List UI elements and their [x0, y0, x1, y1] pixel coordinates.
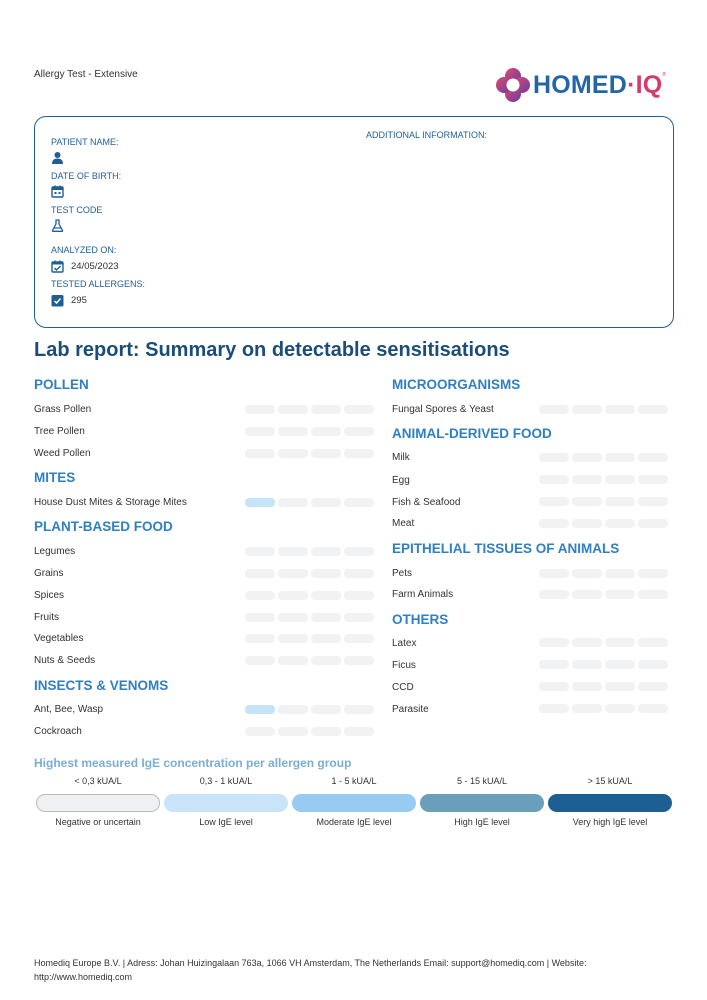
bar-segment — [572, 497, 602, 506]
bar-segment — [638, 405, 668, 414]
legend-swatch-very-high — [548, 794, 672, 812]
bar-segment — [572, 519, 602, 528]
bar-segment — [245, 634, 275, 643]
legend-swatch-low — [164, 794, 288, 812]
bar-segment — [311, 705, 341, 714]
person-icon — [51, 151, 64, 164]
allergen-label: Parasite — [392, 704, 429, 715]
bar-segment — [344, 727, 374, 736]
tested-allergens-value: 295 — [71, 295, 87, 306]
legend-swatch-high — [420, 794, 544, 812]
bar-segment — [572, 660, 602, 669]
sensitisation-bar — [245, 405, 374, 414]
legend-level-name: Very high IgE level — [572, 817, 648, 827]
bar-segment — [605, 475, 635, 484]
bar-segment — [638, 590, 668, 599]
allergen-label: Cockroach — [34, 726, 82, 737]
bar-segment — [278, 634, 308, 643]
footer-website-link[interactable]: http://www.homediq.com — [34, 972, 133, 982]
sensitisation-bar — [539, 519, 668, 528]
bar-segment — [344, 569, 374, 578]
allergen-label: Spices — [34, 590, 65, 601]
analyzed-on-value: 24/05/2023 — [71, 261, 119, 272]
sensitisation-bar — [539, 638, 668, 647]
bar-segment — [278, 613, 308, 622]
bar-segment — [605, 519, 635, 528]
bar-segment — [344, 547, 374, 556]
bar-segment — [278, 449, 308, 458]
legend-range: > 15 kUA/L — [587, 776, 633, 786]
bar-segment — [638, 682, 668, 691]
allergen-label: Grass Pollen — [34, 404, 92, 415]
group-title-insects-venoms: INSECTS & VENOMS — [34, 678, 169, 693]
bar-segment — [638, 497, 668, 506]
bar-segment — [245, 613, 275, 622]
allergen-label: Grains — [34, 568, 64, 579]
logo-trademark: ® — [662, 72, 667, 78]
bar-segment — [539, 519, 569, 528]
bar-segment — [278, 498, 308, 507]
bar-segment — [605, 660, 635, 669]
bar-segment — [344, 634, 374, 643]
flask-icon — [51, 219, 64, 232]
bar-segment — [245, 547, 275, 556]
group-title-epithelial-tissues: EPITHELIAL TISSUES OF ANIMALS — [392, 541, 620, 556]
legend-range: 0,3 - 1 kUA/L — [199, 776, 253, 786]
sensitisation-bar — [539, 475, 668, 484]
bar-segment — [605, 497, 635, 506]
allergen-label: Ficus — [392, 660, 416, 671]
allergen-label: Ant, Bee, Wasp — [34, 704, 104, 715]
bar-segment — [638, 453, 668, 462]
bar-segment — [605, 704, 635, 713]
bar-segment — [539, 475, 569, 484]
bar-segment — [311, 591, 341, 600]
allergen-label: Latex — [392, 638, 417, 649]
tested-allergens-label: TESTED ALLERGENS: — [51, 279, 146, 289]
sensitisation-bar — [539, 660, 668, 669]
legend-level-name: Moderate IgE level — [316, 817, 392, 827]
legend-swatch-negative — [36, 794, 160, 812]
bar-segment — [539, 453, 569, 462]
legend-level-name: Negative or uncertain — [55, 817, 141, 827]
sensitisation-bar — [245, 705, 374, 714]
allergen-label: Meat — [392, 518, 415, 529]
bar-segment — [245, 727, 275, 736]
bar-segment — [278, 569, 308, 578]
bar-segment — [539, 682, 569, 691]
bar-segment — [344, 405, 374, 414]
bar-segment — [311, 449, 341, 458]
bar-segment — [638, 569, 668, 578]
checkbox-check-icon — [51, 294, 64, 307]
bar-segment — [344, 656, 374, 665]
sensitisation-bar — [245, 427, 374, 436]
bar-segment — [278, 705, 308, 714]
calendar-icon — [51, 185, 64, 198]
legend-range: 1 - 5 kUA/L — [331, 776, 377, 786]
group-title-animal-derived-food: ANIMAL-DERIVED FOOD — [392, 426, 552, 441]
group-title-pollen: POLLEN — [34, 377, 89, 392]
bar-segment — [245, 405, 275, 414]
legend-range: 5 - 15 kUA/L — [456, 776, 508, 786]
test-code-label: TEST CODE — [51, 205, 103, 215]
bar-segment — [605, 638, 635, 647]
sensitisation-bar — [245, 727, 374, 736]
bar-segment — [311, 569, 341, 578]
bar-segment — [539, 405, 569, 414]
bar-segment — [605, 405, 635, 414]
patient-name-label: PATIENT NAME: — [51, 137, 119, 147]
bar-segment — [572, 475, 602, 484]
bar-segment — [539, 569, 569, 578]
patient-info-box — [34, 116, 674, 328]
sensitisation-bar — [245, 613, 374, 622]
allergen-label: House Dust Mites & Storage Mites — [34, 497, 187, 508]
bar-segment — [605, 682, 635, 691]
group-title-mites: MITES — [34, 470, 76, 485]
bar-segment — [344, 613, 374, 622]
bar-segment — [539, 590, 569, 599]
bar-segment — [311, 427, 341, 436]
sensitisation-bar — [245, 569, 374, 578]
logo-text: HOMED·IQ — [533, 70, 663, 99]
document-title: Allergy Test - Extensive — [34, 69, 138, 80]
homediq-logo — [495, 66, 666, 104]
sensitisation-bar — [245, 634, 374, 643]
bar-segment — [245, 656, 275, 665]
bar-segment — [344, 427, 374, 436]
bar-segment — [539, 497, 569, 506]
footer-address: Homediq Europe B.V. | Adress: Johan Huizingalaan 763a, 1066 VH Amsterdam, The Netherlands Email: support@homediq.com | Website: — [34, 958, 587, 968]
bar-segment — [605, 590, 635, 599]
sensitisation-bar — [245, 449, 374, 458]
bar-segment — [245, 591, 275, 600]
allergen-label: Vegetables — [34, 633, 84, 644]
additional-info-label: ADDITIONAL INFORMATION: — [366, 130, 488, 140]
bar-segment — [245, 498, 275, 507]
bar-segment — [245, 569, 275, 578]
sensitisation-bar — [245, 591, 374, 600]
bar-segment — [572, 453, 602, 462]
bar-segment — [311, 547, 341, 556]
sensitisation-bar — [539, 569, 668, 578]
bar-segment — [278, 656, 308, 665]
bar-segment — [539, 638, 569, 647]
allergen-label: Tree Pollen — [34, 426, 85, 437]
bar-segment — [572, 682, 602, 691]
sensitisation-bar — [539, 497, 668, 506]
sensitisation-bar — [539, 590, 668, 599]
bar-segment — [278, 727, 308, 736]
sensitisation-bar — [539, 453, 668, 462]
date-of-birth-label: DATE OF BIRTH: — [51, 171, 122, 181]
sensitisation-bar — [245, 547, 374, 556]
sensitisation-bar — [539, 704, 668, 713]
bar-segment — [245, 427, 275, 436]
group-title-microorganisms: MICROORGANISMS — [392, 377, 521, 392]
logo-mark-icon — [495, 67, 531, 103]
bar-segment — [572, 405, 602, 414]
bar-segment — [311, 727, 341, 736]
calendar-check-icon — [51, 260, 64, 273]
bar-segment — [344, 449, 374, 458]
bar-segment — [605, 569, 635, 578]
allergen-label: Legumes — [34, 546, 76, 557]
bar-segment — [572, 590, 602, 599]
report-heading: Lab report: Summary on detectable sensitisations — [34, 339, 510, 361]
legend-range: < 0,3 kUA/L — [74, 776, 122, 786]
bar-segment — [344, 498, 374, 507]
allergen-label: CCD — [392, 682, 414, 693]
bar-segment — [245, 449, 275, 458]
legend-swatch-moderate — [292, 794, 416, 812]
bar-segment — [638, 660, 668, 669]
legend-level-name: Low IgE level — [199, 817, 253, 827]
bar-segment — [638, 475, 668, 484]
bar-segment — [572, 638, 602, 647]
allergen-label: Fruits — [34, 612, 59, 623]
bar-segment — [311, 613, 341, 622]
bar-segment — [638, 704, 668, 713]
sensitisation-bar — [245, 656, 374, 665]
analyzed-on-label: ANALYZED ON: — [51, 245, 117, 255]
allergen-label: Milk — [392, 452, 410, 463]
legend-title: Highest measured IgE concentration per allergen group — [34, 756, 352, 770]
allergen-label: Egg — [392, 475, 410, 486]
bar-segment — [278, 547, 308, 556]
bar-segment — [344, 705, 374, 714]
bar-segment — [311, 634, 341, 643]
bar-segment — [572, 569, 602, 578]
allergen-label: Fish & Seafood — [392, 497, 461, 508]
bar-segment — [311, 498, 341, 507]
allergen-label: Nuts & Seeds — [34, 655, 96, 666]
allergen-label: Pets — [392, 568, 413, 579]
bar-segment — [638, 519, 668, 528]
bar-segment — [278, 427, 308, 436]
sensitisation-bar — [539, 405, 668, 414]
footer — [34, 956, 634, 984]
sensitisation-bar — [245, 498, 374, 507]
legend-level-name: High IgE level — [454, 817, 510, 827]
allergen-label: Weed Pollen — [34, 448, 91, 459]
bar-segment — [344, 591, 374, 600]
allergen-label: Farm Animals — [392, 589, 454, 600]
sensitisation-bar — [539, 682, 668, 691]
group-title-others: OTHERS — [392, 612, 449, 627]
bar-segment — [539, 660, 569, 669]
bar-segment — [311, 656, 341, 665]
bar-segment — [605, 453, 635, 462]
bar-segment — [278, 405, 308, 414]
bar-segment — [311, 405, 341, 414]
group-title-plant-based-food: PLANT-BASED FOOD — [34, 519, 173, 534]
bar-segment — [572, 704, 602, 713]
bar-segment — [638, 638, 668, 647]
bar-segment — [539, 704, 569, 713]
bar-segment — [245, 705, 275, 714]
allergen-label: Fungal Spores & Yeast — [392, 404, 494, 415]
bar-segment — [278, 591, 308, 600]
